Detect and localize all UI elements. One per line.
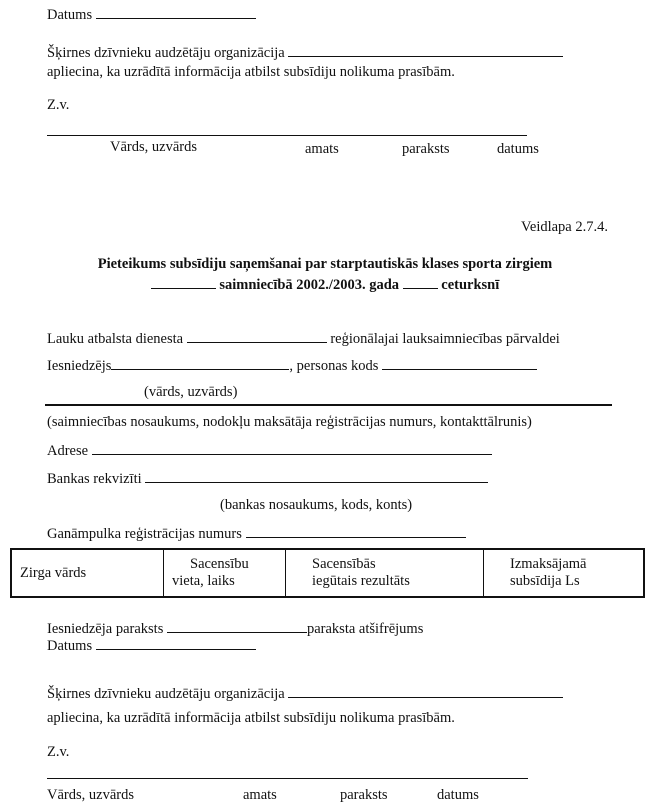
sig-label-position: amats <box>243 787 277 803</box>
title-line-1: Pieteikums subsīdiju saņemšanai par starptautiskās klases sporta zirgiem <box>97 256 553 272</box>
org-label: Šķirnes dzīvnieku audzētāju organizācija <box>47 45 285 61</box>
address-label: Adrese <box>47 443 89 459</box>
signature-line <box>47 135 527 136</box>
herd-blank[interactable] <box>246 525 466 538</box>
sig-label-date: datums <box>437 787 479 803</box>
sig-label-position: amats <box>305 141 339 157</box>
org-blank[interactable] <box>288 685 563 698</box>
name-hint: (vārds, uzvārds) <box>144 384 238 400</box>
herd-field <box>47 525 466 542</box>
lad-field <box>47 330 560 347</box>
farm-hint: (saimniecības nosaukums, nodokļu maksātāja reģistrācijas numurs, kontakttālrunis) <box>47 414 532 430</box>
bank-label: Bankas rekvizīti <box>47 471 142 487</box>
header-text: vieta, laiks <box>172 573 235 589</box>
personal-code-label: , personas kods <box>289 358 379 374</box>
bottom-date-field <box>47 637 256 654</box>
seal-label: Z.v. <box>47 97 70 113</box>
title-year: saimniecībā 2002./2003. gada <box>219 277 400 293</box>
certify-text: apliecina, ka uzrādītā informācija atbilst subsīdiju nolikuma prasībām. <box>47 64 455 80</box>
table-header-row <box>11 549 644 597</box>
date-label: Datums <box>47 7 93 23</box>
sig-label-name: Vārds, uzvārds <box>47 787 134 803</box>
header-text: Zirga vārds <box>20 564 87 581</box>
farm-line[interactable] <box>45 404 612 406</box>
sig-label-signature: paraksts <box>402 141 450 157</box>
col-subsidy <box>484 549 645 597</box>
header-text: iegūtais rezultāts <box>312 573 410 589</box>
org-label: Šķirnes dzīvnieku audzētāju organizācija <box>47 686 285 702</box>
farm-blank[interactable] <box>151 276 216 289</box>
header-text: Sacensību <box>190 556 249 572</box>
bottom-signature-line <box>47 778 528 779</box>
date-label: Datums <box>47 638 93 654</box>
sig-label-signature: paraksts <box>340 787 388 803</box>
title-line-2 <box>0 276 650 293</box>
sig-label-name: Vārds, uzvārds <box>110 139 197 155</box>
bottom-seal-label: Z.v. <box>47 744 70 760</box>
date-blank[interactable] <box>96 637 256 650</box>
org-blank[interactable] <box>288 44 563 57</box>
applicant-field <box>47 357 537 374</box>
title-quarter: ceturksnī <box>441 277 500 293</box>
col-horse-name <box>11 549 164 597</box>
applicant-label: Iesniedzējs <box>47 358 112 374</box>
address-blank[interactable] <box>92 442 492 455</box>
lad-blank[interactable] <box>187 330 327 343</box>
bank-blank[interactable] <box>145 470 488 483</box>
personal-code-blank[interactable] <box>382 357 537 370</box>
applicant-blank[interactable] <box>111 357 289 370</box>
sig-label-date: datums <box>497 141 539 157</box>
header-text: Sacensībās <box>312 556 376 572</box>
applicant-sig-label: Iesniedzēja paraksts <box>47 621 164 637</box>
form-id: Veidlapa 2.7.4. <box>521 219 608 235</box>
applicant-sig-field <box>47 620 423 637</box>
address-field <box>47 442 492 459</box>
bottom-org-field <box>47 685 563 702</box>
horse-table <box>10 548 645 598</box>
date-field <box>47 6 256 23</box>
herd-label: Ganāmpulka reģistrācijas numurs <box>47 526 242 542</box>
bank-hint: (bankas nosaukums, kods, konts) <box>220 497 413 513</box>
quarter-blank[interactable] <box>403 276 438 289</box>
date-blank[interactable] <box>96 6 256 19</box>
col-result <box>286 549 484 597</box>
applicant-sig-blank[interactable] <box>167 620 307 633</box>
col-competition <box>164 549 286 597</box>
bottom-certify-text: apliecina, ka uzrādītā informācija atbilst subsīdiju nolikuma prasībām. <box>47 710 455 726</box>
bank-field <box>47 470 488 487</box>
sig-decode-label: paraksta atšifrējums <box>306 621 424 637</box>
lad-suffix: reģionālajai lauksaimniecības pārvaldei <box>330 331 560 347</box>
header-text: Izmaksājamā <box>510 556 587 572</box>
header-text: subsīdija Ls <box>510 573 580 589</box>
lad-label: Lauku atbalsta dienesta <box>47 331 184 347</box>
org-field <box>47 44 563 61</box>
